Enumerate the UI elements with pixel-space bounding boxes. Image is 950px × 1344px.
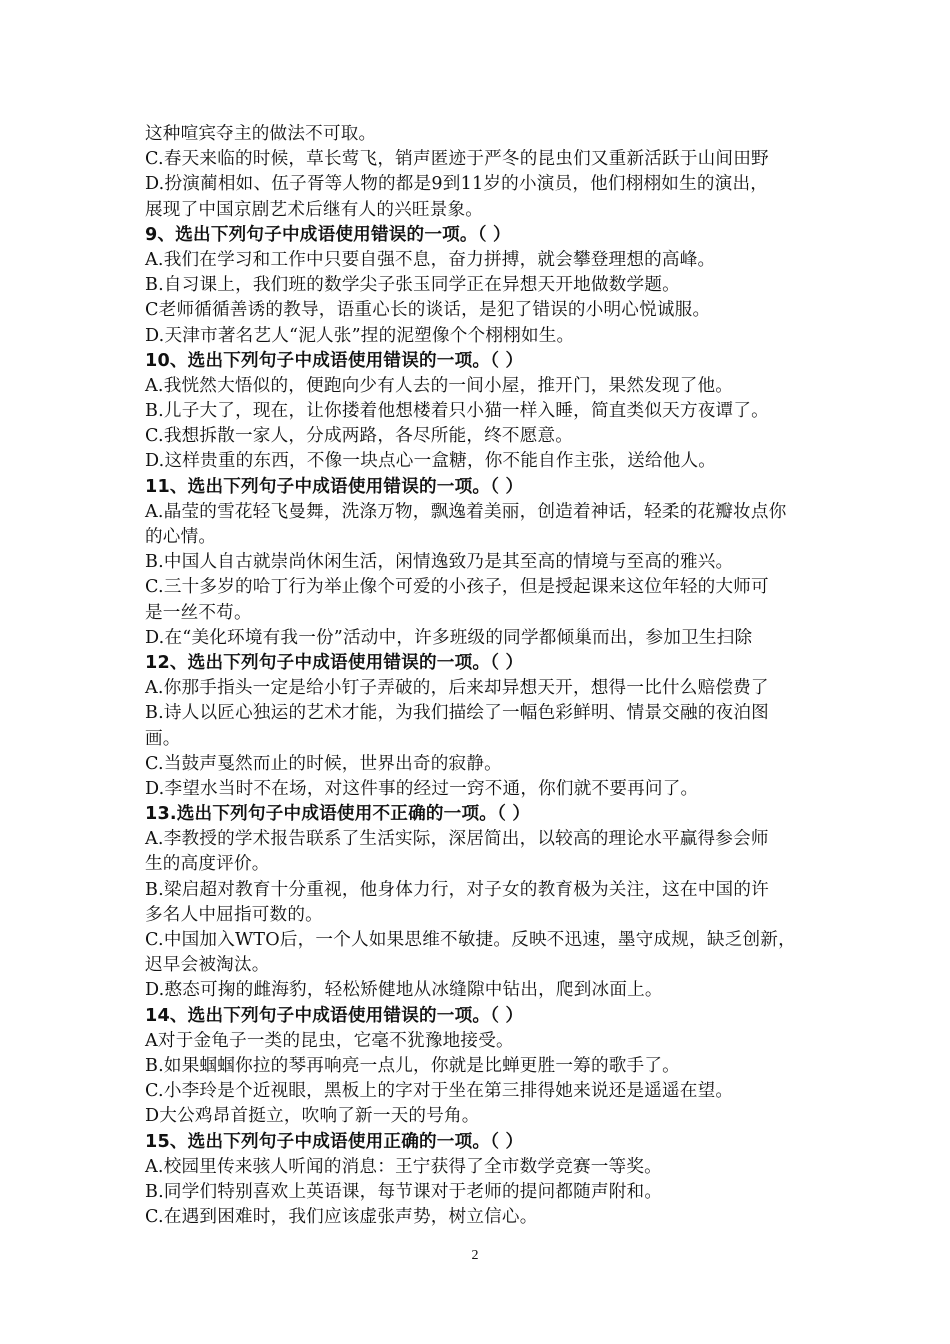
option-line: D.这样贵重的东西，不像一块点心一盒糖，你不能自作主张，送给他人。 [145, 451, 717, 472]
text-line: 这种喧宾夺主的做法不可取。 [145, 124, 377, 144]
option-line: A对于金龟子一类的昆虫，它毫不犹豫地接受。 [145, 1030, 514, 1051]
option-line: D.天津市著名艺人“泥人张”捏的泥塑像个个栩栩如生。 [145, 325, 575, 346]
text-line: 生的高度评价。 [145, 854, 270, 875]
question-heading: 14、选出下列句子中成语使用错误的一项。（ ） [145, 1005, 524, 1026]
option-line: A.我们在学习和工作中只要自强不息，奋力拼搏，就会攀登理想的高峰。 [145, 249, 716, 270]
text-line: 多名人中屈指可数的。 [145, 904, 323, 925]
option-line: B.中国人自古就崇尚休闲生活，闲情逸致乃是其至高的情境与至高的雅兴。 [145, 552, 734, 573]
option-line: A.晶莹的雪花轻飞曼舞，洗涤万物，飘逸着美丽，创造着神话，轻柔的花瓣妆点你 [145, 501, 787, 522]
text-line: 展现了中国京剧艺术后继有人的兴旺景象。 [145, 199, 484, 220]
question-heading: 12、选出下列句子中成语使用错误的一项。（ ） [145, 652, 524, 673]
question-heading: 15、选出下列句子中成语使用正确的一项。（ ） [145, 1131, 524, 1152]
option-line: B.自习课上，我们班的数学尖子张玉同学正在异想天开地做数学题。 [145, 275, 680, 296]
option-line: D.李望水当时不在场，对这件事的经过一窍不通，你们就不要再问了。 [145, 778, 699, 799]
text-line: 迟早会被淘汰。 [145, 955, 270, 976]
document-body [145, 122, 813, 1230]
option-line: B.诗人以匠心独运的艺术才能，为我们描绘了一幅色彩鲜明、情景交融的夜泊图 [145, 703, 769, 724]
page-number: 2 [471, 1248, 479, 1263]
option-line: B.如果蝈蝈你拉的琴再响亮一点儿，你就是比蝉更胜一筹的歌手了。 [145, 1055, 680, 1076]
option-line: A.校园里传来骇人听闻的消息：王宁获得了全市数学竞赛一等奖。 [145, 1156, 662, 1177]
question-heading: 9、选出下列句子中成语使用错误的一项。（ ） [145, 224, 511, 245]
option-line: D.在“美化环境有我一份”活动中，许多班级的同学都倾巢而出，参加卫生扫除 [145, 627, 753, 648]
text-line: 是一丝不苟。 [145, 602, 252, 623]
option-line: A.我恍然大悟似的，便跑向少有人去的一间小屋，推开门，果然发现了他。 [145, 375, 734, 396]
option-line: A.李教授的学术报告联系了生活实际，深居简出，以较高的理论水平赢得参会师 [145, 829, 769, 850]
option-line: D.憨态可掬的雌海豹，轻松矫健地从冰缝隙中钻出，爬到冰面上。 [145, 980, 663, 1001]
option-line: D.扮演蔺相如、伍子胥等人物的都是9到11岁的小演员，他们栩栩如生的演出， [145, 174, 769, 195]
question-heading: 10、选出下列句子中成语使用错误的一项。（ ） [145, 350, 524, 371]
question-heading: 11、选出下列句子中成语使用错误的一项。（ ） [145, 476, 524, 497]
option-line: C老师循循善诱的教导，语重心长的谈话，是犯了错误的小明心悦诚服。 [145, 300, 711, 321]
text-line: 画。 [145, 728, 181, 749]
option-line: B.梁启超对教育十分重视，他身体力行，对子女的教育极为关注，这在中国的许 [145, 879, 769, 900]
option-line: D大公鸡昂首挺立，吹响了新一天的号角。 [145, 1106, 480, 1127]
question-heading: 13.选出下列句子中成语使用不正确的一项。（ ） [145, 804, 531, 825]
option-line: B.儿子大了，现在，让你搂着他想楼着只小猫一样入睡，简直类似天方夜谭了。 [145, 401, 769, 422]
option-line: C.春天来临的时候，草长莺飞，销声匿迹于严冬的昆虫们又重新活跃于山间田野 [145, 149, 769, 170]
option-line: C.我想拆散一家人，分成两路，各尽所能，终不愿意。 [145, 426, 574, 447]
option-line: C.在遇到困难时，我们应该虚张声势，树立信心。 [145, 1207, 538, 1228]
option-line: C.小李玲是个近视眼，黑板上的字对于坐在第三排得她来说还是遥遥在望。 [145, 1081, 734, 1102]
option-line: B.同学们特别喜欢上英语课，每节课对于老师的提问都随声附和。 [145, 1181, 663, 1202]
option-line: A.你那手指头一定是给小钉子弄破的，后来却异想天开，想得一比什么赔偿费了 [145, 678, 769, 699]
text-line: 的心情。 [145, 527, 217, 547]
option-line: C.三十多岁的哈丁行为举止像个可爱的小孩子，但是授起课来这位年轻的大师可 [145, 577, 769, 598]
option-line: C.中国加入WTO后，一个人如果思维不敏捷。反映不迅速，墨守成规，缺乏创新， [145, 930, 796, 950]
option-line: C.当鼓声戛然而止的时候，世界出奇的寂静。 [145, 753, 502, 774]
